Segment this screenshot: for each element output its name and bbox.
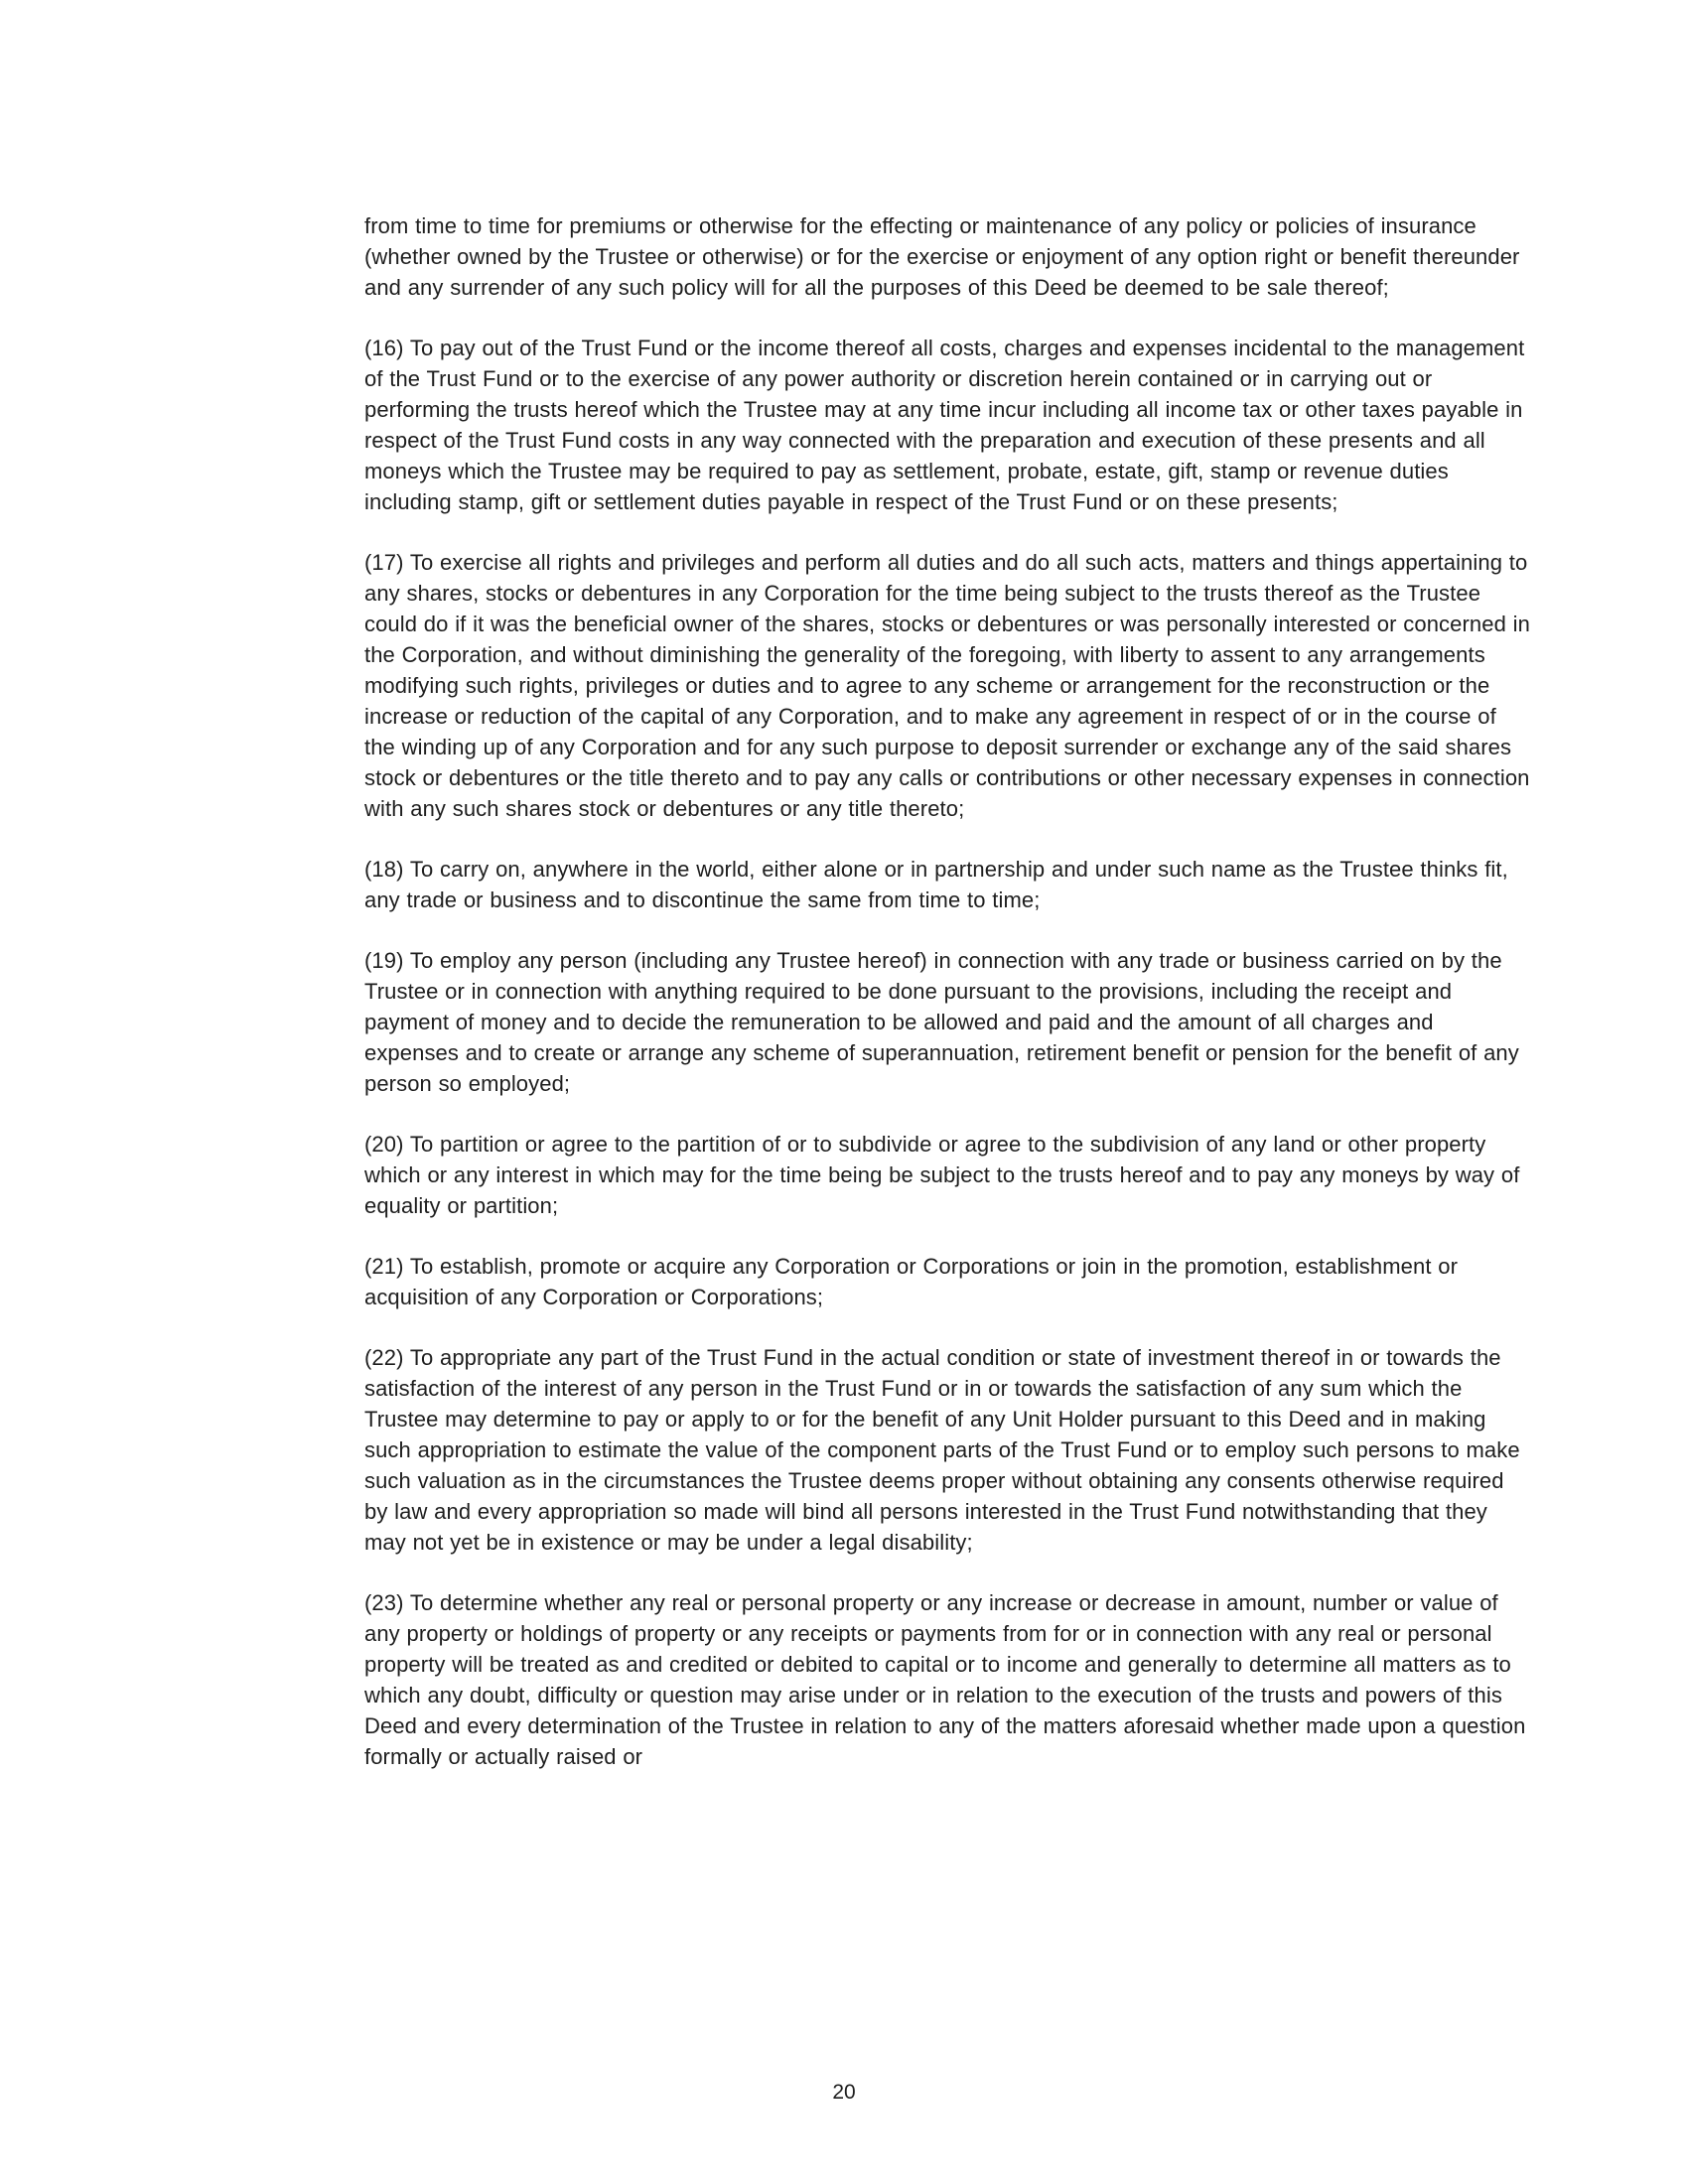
paragraph: (19) To employ any person (including any Trustee hereof) in connection with any trade or business carried on by the Trustee or in connection with anything required to be done pursuant to the provisions, including the receipt and payment of money and to decide the remuneration to be allowed and paid and the amount of all charges and expenses and to create or arrange any scheme of superannuation, retirement benefit or pension for the benefit of any person so employed;	[364, 948, 1519, 1096]
paragraph: from time to time for premiums or otherwise for the effecting or maintenance of any policy or policies of insurance (whether owned by the Trustee or otherwise) or for the exercise or enjoyment of any option right or benefit thereunder and any surrender of any such policy will for all the purposes of this Deed be deemed to be sale thereof;	[364, 213, 1520, 300]
paragraph: (18) To carry on, anywhere in the world, either alone or in partnership and under such name as the Trustee thinks fit, any trade or business and to discontinue the same from time to time;	[364, 857, 1508, 912]
document-body	[364, 210, 1531, 1772]
paragraph: (17) To exercise all rights and privileges and perform all duties and do all such acts, matters and things appertaining to any shares, stocks or debentures in any Corporation for the time being subject to the trusts thereof as the Trustee could do if it was the beneficial owner of the shares, stocks or debentures or was personally interested or concerned in the Corporation, and without diminishing the generality of the foregoing, with liberty to assent to any arrangements modifying such rights, privileges or duties and to agree to any scheme or arrangement for the reconstruction or the increase or reduction of the capital of any Corporation, and to make any agreement in respect of or in the course of the winding up of any Corporation and for any such purpose to deposit surrender or exchange any of the said shares stock or debentures or the title thereto and to pay any calls or contributions or other necessary expenses in connection with any such shares stock or debentures or any title thereto;	[364, 550, 1530, 821]
paragraph: (20) To partition or agree to the partition of or to subdivide or agree to the subdivision of any land or other property which or any interest in which may for the time being be subject to the trusts hereof and to pay any moneys by way of equality or partition;	[364, 1132, 1520, 1218]
paragraph: (23) To determine whether any real or personal property or any increase or decrease in amount, number or value of any property or holdings of property or any receipts or payments from for or in connection with any real or personal property will be treated as and credited or debited to capital or to income and generally to determine all matters as to which any doubt, difficulty or question may arise under or in relation to the execution of the trusts and powers of this Deed and every determination of the Trustee in relation to any of the matters aforesaid whether made upon a question formally or actually raised or	[364, 1590, 1526, 1769]
page-number: 20	[832, 2081, 856, 2104]
paragraph: (22) To appropriate any part of the Trust Fund in the actual condition or state of investment thereof in or towards the satisfaction of the interest of any person in the Trust Fund or in or towards the satisfaction of any sum which the Trustee may determine to pay or apply to or for the benefit of any Unit Holder pursuant to this Deed and in making such appropriation to estimate the value of the component parts of the Trust Fund or to employ such persons to make such valuation as in the circumstances the Trustee deems proper without obtaining any consents otherwise required by law and every appropriation so made will bind all persons interested in the Trust Fund notwithstanding that they may not yet be in existence or may be under a legal disability;	[364, 1345, 1520, 1555]
paragraph: (16) To pay out of the Trust Fund or the income thereof all costs, charges and expenses incidental to the management of the Trust Fund or to the exercise of any power authority or discretion herein contained or in carrying out or performing the trusts hereof which the Trustee may at any time incur including all income tax or other taxes payable in respect of the Trust Fund costs in any way connected with the preparation and execution of these presents and all moneys which the Trustee may be required to pay as settlement, probate, estate, gift, stamp or revenue duties including stamp, gift or settlement duties payable in respect of the Trust Fund or on these presents;	[364, 336, 1525, 514]
paragraph: (21) To establish, promote or acquire any Corporation or Corporations or join in the promotion, establishment or acquisition of any Corporation or Corporations;	[364, 1254, 1459, 1309]
